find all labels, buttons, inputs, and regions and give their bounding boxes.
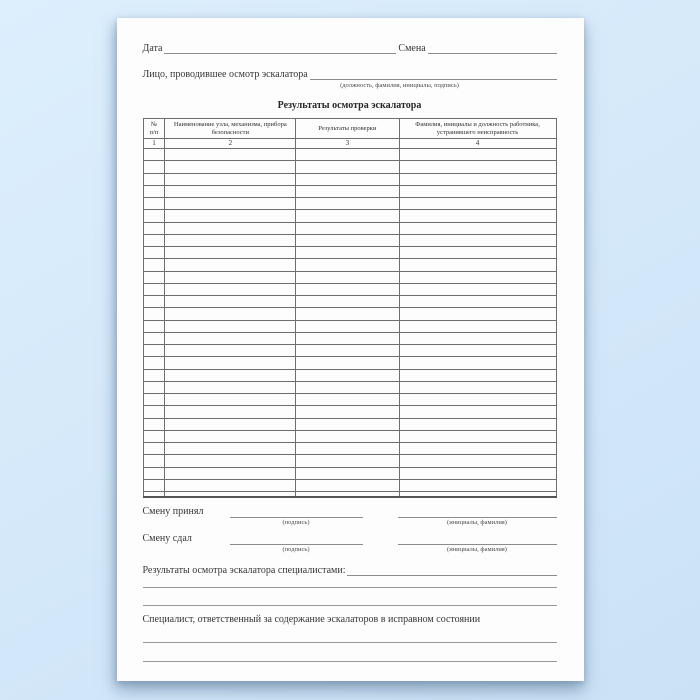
empty-cell — [143, 296, 165, 308]
empty-row — [143, 149, 556, 161]
empty-cell — [143, 247, 165, 259]
empty-cell — [296, 308, 399, 320]
empty-cell — [399, 479, 556, 491]
empty-cell — [165, 479, 296, 491]
shift-handed-row — [143, 533, 557, 554]
initials-line — [398, 506, 557, 518]
empty-cell — [399, 222, 556, 234]
empty-cell — [143, 198, 165, 210]
empty-cell — [165, 271, 296, 283]
empty-cell — [165, 357, 296, 369]
empty-cell — [165, 247, 296, 259]
ruled-line — [143, 605, 557, 606]
empty-cell — [399, 283, 556, 295]
empty-cell — [165, 320, 296, 332]
empty-cell — [165, 173, 296, 185]
table-header-row — [143, 119, 556, 139]
ruled-line — [143, 661, 557, 662]
empty-cell — [399, 296, 556, 308]
empty-cell — [399, 198, 556, 210]
empty-row — [143, 479, 556, 491]
empty-cell — [165, 308, 296, 320]
empty-cell — [165, 198, 296, 210]
responsible-specialist-label: Специалист, ответственный за содержание эскалаторов в исправном состоянии — [142, 614, 481, 625]
inspector-label: Лицо, проводившее осмотр эскалатора — [142, 69, 308, 80]
empty-cell — [143, 185, 165, 197]
empty-cell — [165, 259, 296, 271]
column-numbers-row — [143, 139, 556, 149]
empty-cell — [143, 234, 165, 246]
date-label: Дата — [142, 43, 163, 54]
inspector-row — [143, 68, 557, 81]
empty-cell — [143, 369, 165, 381]
empty-row — [143, 455, 556, 467]
empty-row — [143, 308, 556, 320]
empty-row — [143, 357, 556, 369]
empty-cell — [143, 455, 165, 467]
ruled-line — [143, 587, 557, 588]
empty-cell — [143, 222, 165, 234]
empty-cell — [296, 467, 399, 479]
empty-cell — [143, 467, 165, 479]
empty-cell — [143, 320, 165, 332]
table-body — [143, 149, 556, 492]
col-header-unit-name: Наименование узла, механизма, прибора безопасности — [165, 119, 296, 139]
empty-row — [143, 210, 556, 222]
empty-cell — [165, 210, 296, 222]
empty-cell — [143, 381, 165, 393]
empty-row — [143, 443, 556, 455]
empty-cell — [296, 345, 399, 357]
empty-cell — [165, 185, 296, 197]
specialists-label: Результаты осмотра эскалатора специалистами: — [142, 565, 346, 576]
shift-label: Смена — [398, 43, 426, 54]
empty-cell — [399, 332, 556, 344]
empty-row — [143, 467, 556, 479]
empty-row — [143, 185, 556, 197]
empty-cell — [296, 443, 399, 455]
shift-handed-label: Смену сдал — [142, 533, 192, 544]
empty-cell — [165, 443, 296, 455]
empty-cell — [296, 185, 399, 197]
empty-cell — [399, 418, 556, 430]
empty-row — [143, 345, 556, 357]
empty-row — [143, 234, 556, 246]
empty-cell — [296, 492, 399, 498]
date-shift-row — [143, 42, 557, 55]
initials-hint: (инициалы, фамилия) — [447, 519, 507, 526]
col-header-number: № п/п — [143, 119, 165, 139]
table-bottom-strip-row — [143, 492, 556, 498]
empty-cell — [143, 259, 165, 271]
signature-block — [230, 533, 363, 554]
empty-cell — [165, 381, 296, 393]
shift-field-line — [428, 53, 557, 54]
shift-accepted-label: Смену принял — [142, 506, 204, 517]
empty-cell — [399, 259, 556, 271]
form-page — [117, 18, 584, 681]
empty-cell — [143, 357, 165, 369]
empty-cell — [165, 149, 296, 161]
empty-cell — [165, 467, 296, 479]
empty-cell — [296, 479, 399, 491]
empty-cell — [143, 345, 165, 357]
signature-line — [230, 506, 363, 518]
empty-row — [143, 369, 556, 381]
signature-line — [230, 533, 363, 545]
empty-cell — [165, 283, 296, 295]
empty-cell — [399, 320, 556, 332]
empty-cell — [143, 430, 165, 442]
empty-cell — [296, 369, 399, 381]
empty-cell — [143, 332, 165, 344]
empty-cell — [165, 369, 296, 381]
empty-cell — [399, 161, 556, 173]
signature-block — [230, 506, 363, 527]
empty-cell — [399, 345, 556, 357]
empty-row — [143, 198, 556, 210]
empty-row — [143, 418, 556, 430]
empty-cell — [296, 161, 399, 173]
col-header-check-results: Результаты проверки — [296, 119, 399, 139]
empty-cell — [296, 332, 399, 344]
empty-cell — [296, 296, 399, 308]
empty-cell — [143, 479, 165, 491]
empty-row — [143, 381, 556, 393]
empty-cell — [165, 418, 296, 430]
empty-cell — [165, 296, 296, 308]
empty-row — [143, 173, 556, 185]
empty-cell — [296, 283, 399, 295]
empty-cell — [399, 173, 556, 185]
empty-cell — [296, 173, 399, 185]
empty-cell — [296, 271, 399, 283]
empty-cell — [296, 210, 399, 222]
empty-row — [143, 247, 556, 259]
empty-cell — [399, 467, 556, 479]
specialists-field-line — [347, 575, 556, 576]
column-number: 1 — [143, 139, 165, 149]
empty-cell — [399, 455, 556, 467]
empty-cell — [165, 161, 296, 173]
empty-cell — [165, 406, 296, 418]
empty-cell — [399, 308, 556, 320]
empty-cell — [143, 492, 165, 498]
empty-cell — [143, 210, 165, 222]
col-header-worker: Фамилия, инициалы и должность работника, устранившего неисправность — [399, 119, 556, 139]
empty-cell — [165, 394, 296, 406]
empty-cell — [296, 381, 399, 393]
initials-block — [398, 506, 557, 527]
empty-row — [143, 394, 556, 406]
signature-hint: (подпись) — [282, 546, 310, 553]
empty-cell — [399, 271, 556, 283]
empty-cell — [143, 308, 165, 320]
empty-cell — [165, 222, 296, 234]
empty-cell — [296, 406, 399, 418]
empty-row — [143, 320, 556, 332]
empty-row — [143, 271, 556, 283]
ruled-line — [143, 642, 557, 643]
empty-row — [143, 332, 556, 344]
empty-cell — [399, 406, 556, 418]
empty-cell — [399, 443, 556, 455]
empty-cell — [399, 381, 556, 393]
empty-row — [143, 283, 556, 295]
empty-cell — [296, 394, 399, 406]
empty-row — [143, 222, 556, 234]
empty-cell — [296, 198, 399, 210]
form-title: Результаты осмотра эскалатора — [277, 100, 422, 111]
empty-cell — [399, 185, 556, 197]
empty-cell — [143, 149, 165, 161]
empty-row — [143, 296, 556, 308]
column-number: 2 — [165, 139, 296, 149]
shift-accepted-row — [143, 506, 557, 527]
empty-cell — [165, 332, 296, 344]
empty-cell — [296, 455, 399, 467]
empty-cell — [143, 418, 165, 430]
empty-cell — [399, 234, 556, 246]
inspection-table — [143, 118, 557, 498]
empty-cell — [296, 259, 399, 271]
empty-cell — [165, 492, 296, 498]
inspector-hint: (должность, фамилия, инициалы, подпись) — [340, 82, 459, 89]
empty-cell — [399, 357, 556, 369]
column-number: 3 — [296, 139, 399, 149]
empty-cell — [165, 345, 296, 357]
empty-cell — [399, 210, 556, 222]
empty-cell — [399, 492, 556, 498]
signature-hint: (подпись) — [282, 519, 310, 526]
empty-row — [143, 430, 556, 442]
empty-cell — [143, 283, 165, 295]
empty-cell — [165, 234, 296, 246]
empty-cell — [296, 418, 399, 430]
empty-cell — [143, 406, 165, 418]
empty-cell — [296, 320, 399, 332]
empty-cell — [143, 271, 165, 283]
empty-cell — [143, 161, 165, 173]
initials-block — [398, 533, 557, 554]
initials-line — [398, 533, 557, 545]
empty-cell — [296, 234, 399, 246]
empty-cell — [165, 455, 296, 467]
empty-cell — [296, 149, 399, 161]
initials-hint: (инициалы, фамилия) — [447, 546, 507, 553]
empty-cell — [143, 173, 165, 185]
empty-cell — [399, 430, 556, 442]
empty-cell — [143, 394, 165, 406]
empty-cell — [296, 222, 399, 234]
empty-row — [143, 161, 556, 173]
empty-row — [143, 259, 556, 271]
specialists-row — [143, 564, 557, 577]
date-field-line — [164, 53, 396, 54]
column-number: 4 — [399, 139, 556, 149]
empty-cell — [296, 247, 399, 259]
empty-cell — [399, 394, 556, 406]
empty-cell — [399, 149, 556, 161]
empty-cell — [296, 357, 399, 369]
empty-cell — [165, 430, 296, 442]
empty-cell — [143, 443, 165, 455]
empty-cell — [399, 247, 556, 259]
empty-row — [143, 406, 556, 418]
empty-cell — [296, 430, 399, 442]
inspector-field-line — [310, 79, 557, 80]
empty-cell — [399, 369, 556, 381]
